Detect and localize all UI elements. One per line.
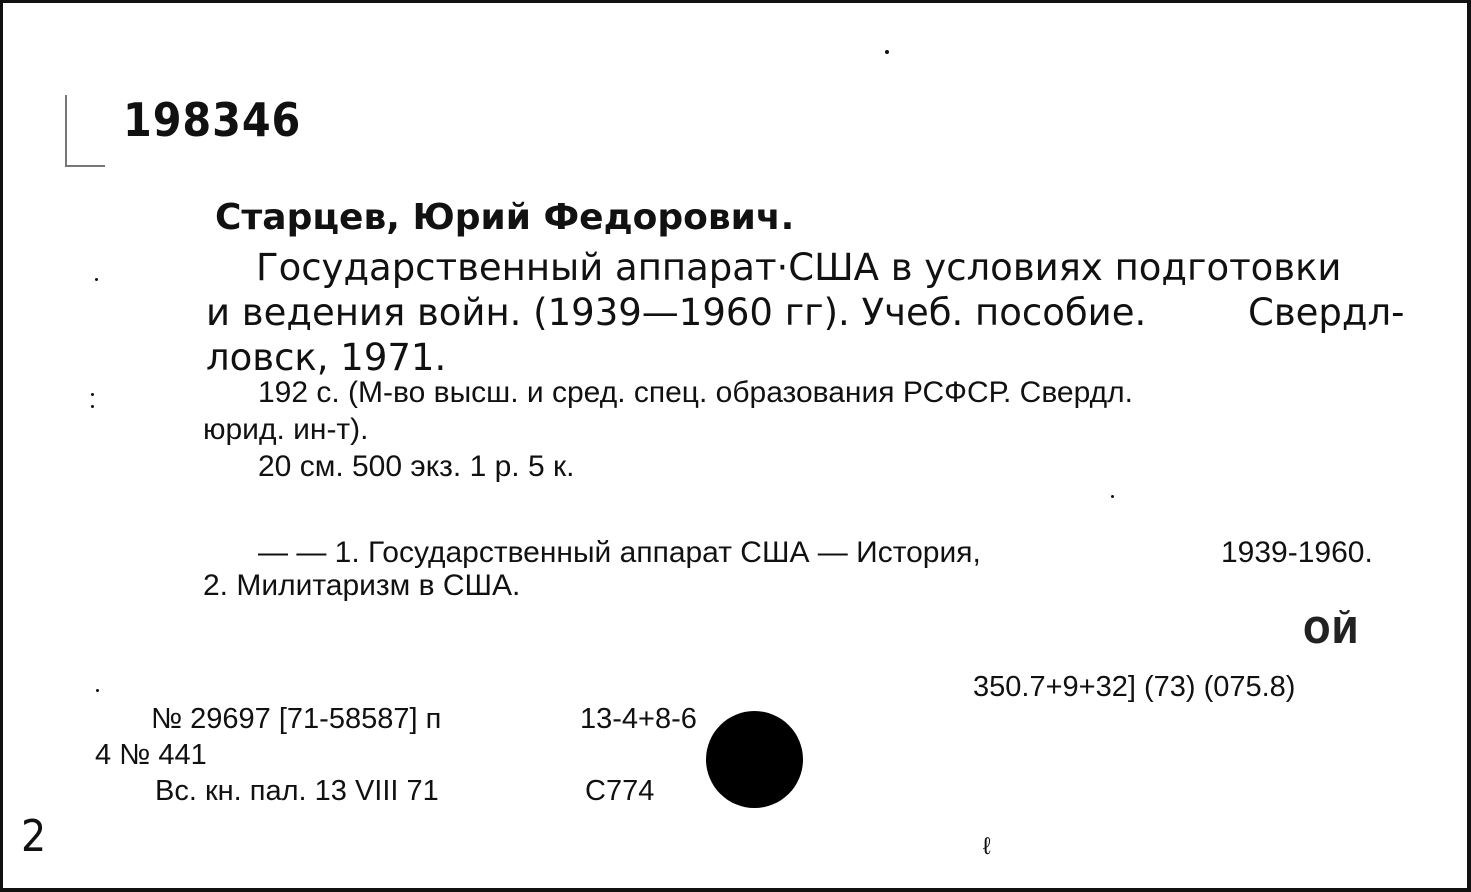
title-line-1: Государственный аппарат·США в условиях подготовки: [256, 246, 1342, 289]
speck: [885, 50, 889, 54]
handwritten-mark: ОЙ: [1303, 611, 1360, 652]
secondary-number: 4 № 441: [95, 739, 207, 771]
collation-line-2: юрид. ин-т).: [203, 413, 369, 446]
speck: [1111, 495, 1114, 498]
speck: [91, 393, 94, 396]
speck: [95, 278, 98, 281]
cutter-number: С774: [585, 775, 655, 807]
title-line-2: и ведения войн. (1939—1960 гг). Учеб. пособие.: [206, 291, 1147, 334]
subjects-line-2: 2. Милитаризм в США.: [203, 569, 521, 602]
book-chamber-line: Вс. кн. пал. 13 VIII 71: [155, 775, 439, 807]
collation-line-1: 192 с. (М-во высш. и сред. спец. образования РСФСР. Свердл.: [258, 376, 1133, 409]
format-line: 20 см. 500 экз. 1 р. 5 к.: [258, 450, 575, 483]
speck: [91, 405, 94, 408]
author-heading: Старцев, Юрий Федорович.: [215, 197, 795, 238]
title-line-3: ловск, 1971.: [206, 336, 447, 379]
corner-handwritten-mark: 2: [21, 811, 48, 862]
subjects-line-1: — — 1. Государственный аппарат США — История,: [258, 536, 981, 569]
stamp-bracket: [65, 95, 105, 167]
title-line-2-right: Свердл-: [1248, 291, 1405, 334]
punch-hole: [706, 711, 803, 808]
speck: [96, 689, 99, 692]
subjects-line-1-years: 1939-1960.: [1221, 536, 1373, 569]
classification-index: 350.7+9+32] (73) (075.8): [973, 671, 1296, 703]
classification-code: 13-4+8-6: [580, 703, 697, 735]
handwritten-inventory-number: 198346: [123, 93, 302, 147]
bottom-mark: ℓ: [983, 833, 991, 860]
registration-number: № 29697 [71-58587] п: [151, 703, 442, 735]
